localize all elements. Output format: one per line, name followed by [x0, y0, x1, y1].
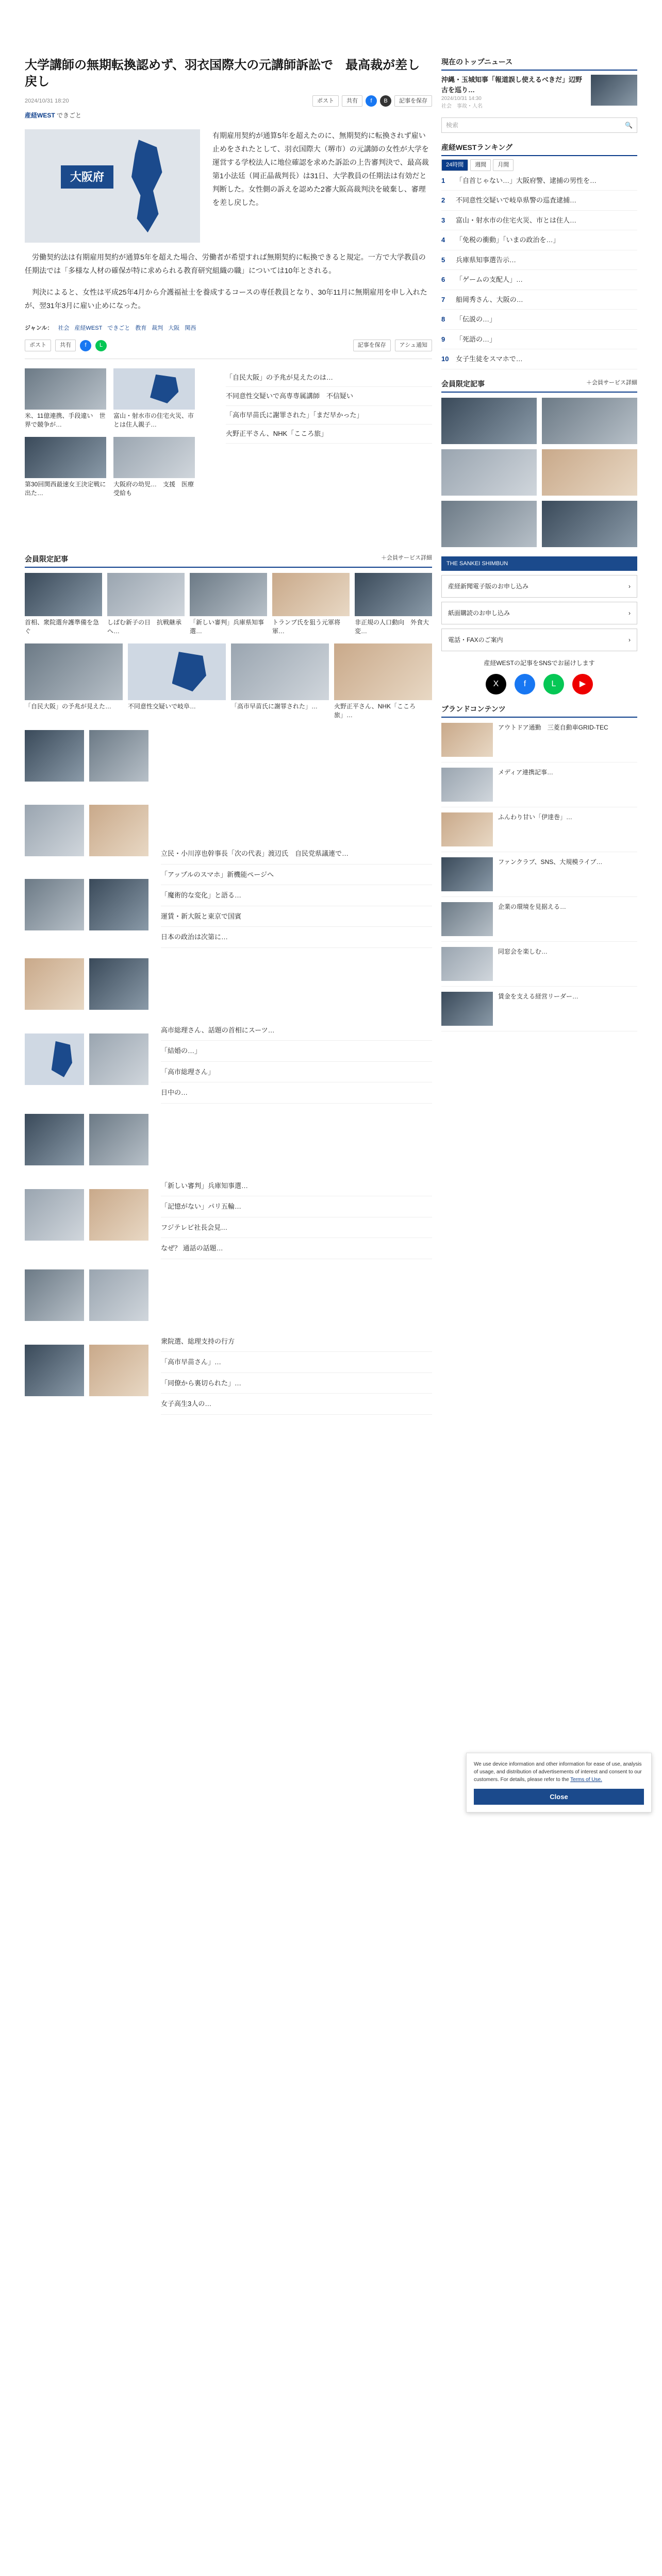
facebook-icon[interactable]: f — [366, 95, 377, 107]
brand-item[interactable]: 賃金を支える経営リーダー… — [441, 987, 637, 1031]
member-thumb[interactable] — [542, 398, 637, 444]
mini-thumb[interactable] — [89, 730, 148, 782]
body-paragraph-2: 判決によると、女性は平成25年4月から介護福祉士を養成するコースの専任教員となり、30年11月に無期雇用を申し入れたが、翌31年3月に雇い止めになった。 — [25, 288, 427, 310]
news-list-item[interactable]: 衆院選、総理支持の行方 — [161, 1331, 432, 1352]
news-list-item[interactable]: 「高市総理さん」 — [161, 1062, 432, 1083]
related-caption: 大阪府の幼児… 支援 医療受給も — [113, 480, 194, 497]
top-news-date: 2024/10/31 14:30 — [441, 96, 482, 101]
card-thumb — [128, 643, 226, 700]
news-list-item[interactable]: 日中の… — [161, 1082, 432, 1104]
related-thumb — [113, 368, 195, 410]
ranking-item[interactable]: 8 「伝説の…」 — [441, 310, 637, 330]
card-thumb — [25, 643, 123, 700]
related-thumb — [25, 368, 106, 410]
related-card[interactable] — [113, 437, 195, 498]
ranking-item[interactable]: 6 「ゲームの支配人」… — [441, 270, 637, 290]
facebook-icon[interactable]: f — [515, 674, 535, 694]
ranking-tabs — [441, 159, 637, 171]
news-block-2 — [25, 958, 432, 1104]
news-list-item[interactable]: 運賃・新大阪と東京で国賓 — [161, 906, 432, 927]
text-link[interactable]: 「自民大阪」の予兆が見えたのは… — [226, 368, 432, 387]
save-article-button[interactable]: 記事を保存 — [394, 95, 432, 107]
member-thumb[interactable] — [441, 398, 537, 444]
ranking-item[interactable]: 1 「自首じゃない…」大阪府警、逮捕の男性を… — [441, 171, 637, 191]
share-row-bottom — [25, 340, 432, 359]
text-link[interactable]: 「高市早苗氏に謝罪された」「まだ早かった」 — [226, 406, 432, 425]
mini-thumb[interactable] — [89, 1269, 148, 1321]
brand-item[interactable]: 同窓会を楽しむ… — [441, 942, 637, 987]
tag[interactable]: 関西 — [185, 325, 196, 331]
card-caption: 非正規の人口動向 外食大変… — [355, 618, 429, 635]
ranking-heading: 産経WESTランキング — [441, 142, 637, 156]
tag[interactable]: 産経WEST — [74, 325, 103, 331]
member-side-grid — [441, 398, 637, 547]
tag-list — [25, 324, 432, 333]
tag[interactable]: 社会 — [58, 325, 70, 331]
search-icon[interactable]: 🔍 — [625, 122, 633, 129]
tag[interactable]: 教育 — [135, 325, 147, 331]
mini-thumb[interactable] — [89, 1033, 148, 1085]
news-list-item[interactable]: 立民・小川淳也幹事長「次の代表」渡辺氏 自民党県議連で… — [161, 843, 432, 865]
fb-share-button-bottom[interactable]: 共有 — [55, 340, 76, 351]
brand-item[interactable]: ファンクラブ、SNS、大規模ライブ… — [441, 852, 637, 897]
mini-thumb[interactable] — [89, 1189, 148, 1241]
related-thumb — [113, 437, 195, 478]
card-caption: 「自民大阪」の予兆が見えた… — [25, 702, 112, 710]
main-column — [25, 57, 432, 1415]
prefecture-map — [25, 129, 200, 243]
mini-thumb[interactable] — [25, 1189, 84, 1241]
news-list-item[interactable]: 日本の政治は次第に… — [161, 927, 432, 948]
text-link[interactable]: 火野正平さん、NHK「こころ旅」 — [226, 425, 432, 444]
top-news-heading: 現在のトップニュース — [441, 57, 637, 71]
news-list-item[interactable]: フジテレビ社長会見… — [161, 1217, 432, 1239]
news-list-item[interactable]: 「アップルのスマホ」新機能ページへ — [161, 865, 432, 886]
sns-row — [441, 674, 637, 694]
mini-thumb[interactable] — [25, 879, 84, 930]
brand-item[interactable]: ふんわり甘い「伊達巻」… — [441, 807, 637, 852]
cookie-close-button[interactable]: Close — [474, 1789, 644, 1805]
news-list — [161, 843, 432, 948]
ranking-item[interactable]: 4 「免税の衝動」「いまの政治を…」 — [441, 230, 637, 250]
news-block-4 — [25, 1269, 432, 1415]
member-side-heading: 会員限定記事 ＋会員サービス詳細 — [441, 379, 637, 393]
member-card[interactable] — [25, 573, 102, 636]
related-text-links — [226, 368, 432, 444]
terms-link[interactable]: Terms of Use. — [570, 1777, 602, 1783]
contact-button[interactable]: 電話・FAXのご案内 › — [441, 629, 637, 651]
related-grid — [25, 368, 195, 498]
search-placeholder: 検索 — [446, 122, 459, 129]
news-card[interactable] — [231, 643, 329, 720]
section-more-link[interactable]: ＋会員サービス詳細 — [381, 554, 432, 561]
top-news-item[interactable] — [441, 75, 637, 110]
news-card[interactable] — [128, 643, 226, 720]
card-thumb — [190, 573, 267, 616]
news-grid — [25, 643, 432, 720]
member-grid — [25, 573, 432, 636]
card-caption: 不同意性交疑いで岐阜… — [128, 702, 196, 710]
author-label[interactable]: 産経WEST — [25, 112, 55, 120]
subscribe-paper-button[interactable]: 紙面購読のお申し込み › — [441, 602, 637, 624]
article-date: 2024/10/31 18:20 — [25, 97, 69, 104]
member-section-heading — [25, 554, 432, 568]
top-news-thumb — [591, 75, 637, 106]
facebook-icon[interactable]: f — [80, 340, 91, 351]
mini-thumb[interactable] — [89, 958, 148, 1010]
mini-grid — [25, 1269, 148, 1415]
brand-heading: ブランドコンテンツ — [441, 704, 637, 718]
brand-item[interactable]: メディア連携記事… — [441, 762, 637, 807]
ranking-item[interactable]: 9 「死語の…」 — [441, 330, 637, 350]
mini-thumb[interactable] — [89, 1345, 148, 1396]
map-shape — [128, 140, 164, 232]
x-icon[interactable]: X — [486, 674, 506, 694]
mini-thumb[interactable] — [89, 1114, 148, 1165]
news-list-item[interactable]: 高市総理さん、話題の首相にスーツ… — [161, 1020, 432, 1041]
sidebar — [441, 57, 637, 1031]
news-card[interactable] — [25, 643, 123, 720]
news-list-item[interactable]: なぜ？ 通話の話題… — [161, 1238, 432, 1259]
mini-grid — [25, 1114, 148, 1259]
member-thumb[interactable] — [542, 501, 637, 547]
member-thumb[interactable] — [542, 449, 637, 496]
line-icon[interactable]: L — [95, 340, 107, 351]
map-label: 大阪府 — [61, 165, 113, 189]
news-list-item[interactable]: 「魔術的な変化」と語る… — [161, 885, 432, 906]
text-link[interactable]: 不同意性交疑いで高専専属講師 不信疑い — [226, 387, 432, 406]
author-category[interactable]: できごと — [57, 112, 82, 120]
news-list-item[interactable]: 「新しい審判」兵庫知事選… — [161, 1176, 432, 1197]
cookie-banner — [466, 1753, 652, 1812]
member-card[interactable] — [272, 573, 350, 636]
related-block — [25, 368, 432, 554]
related-thumb — [25, 437, 106, 478]
news-block-1 — [25, 730, 432, 948]
lead-block — [25, 129, 432, 243]
mini-thumb[interactable] — [89, 879, 148, 930]
card-caption: 「新しい審判」兵庫県知事選… — [190, 618, 264, 635]
post-button-bottom[interactable]: ポスト — [25, 340, 51, 351]
mini-thumb[interactable] — [89, 805, 148, 856]
brand-item[interactable]: アウトドア通勤 三菱自動車GRID-TEC — [441, 718, 637, 762]
member-card[interactable] — [355, 573, 432, 636]
ranking-item[interactable]: 2 不同意性交疑いで岐阜県警の巡査逮捕… — [441, 191, 637, 211]
member-thumb[interactable] — [441, 449, 537, 496]
card-thumb — [272, 573, 350, 616]
ranking-item[interactable]: 5 兵庫県知事選告示… — [441, 250, 637, 270]
sankei-banner[interactable]: THE SANKEI SHIMBUN — [441, 556, 637, 571]
tab-24h[interactable]: 24時間 — [441, 159, 468, 171]
line-icon[interactable]: L — [543, 674, 564, 694]
ranking-list — [441, 171, 637, 369]
card-thumb — [355, 573, 432, 616]
tag[interactable]: 大阪 — [168, 325, 180, 331]
top-news-tags: 社会 事故・人名 — [441, 104, 483, 109]
card-caption: しばむ新子の日 抗戦継承へ… — [107, 618, 182, 635]
ranking-item[interactable]: 3 富山・射水市の住宅火災、市とは住人… — [441, 211, 637, 231]
related-caption: 第30回関西最速女王決定戦に出た… — [25, 480, 106, 497]
news-list-item[interactable]: 「結婚の…」 — [161, 1041, 432, 1062]
mini-grid — [25, 730, 148, 948]
tags-label: ジャンル： — [25, 325, 53, 331]
ranking-item[interactable]: 10 女子生徒をスマホで… — [441, 349, 637, 369]
post-button[interactable]: ポスト — [312, 95, 339, 107]
tag[interactable]: 裁判 — [152, 325, 163, 331]
related-caption: 富山・射水市の住宅火災、市とは住人親子… — [113, 412, 194, 429]
card-caption: 火野正平さん、NHK「こころ旅」… — [334, 702, 416, 719]
news-list — [161, 1331, 432, 1415]
news-list-item[interactable]: 「同僚から裏切られた」… — [161, 1373, 432, 1394]
news-list-item[interactable]: 「記憶がない」パリ五輪… — [161, 1196, 432, 1217]
sns-heading: 産経WESTの記事をSNSでお届けします — [484, 659, 595, 667]
mini-thumb[interactable] — [25, 1269, 84, 1321]
mini-thumb[interactable] — [25, 1114, 84, 1165]
author-line — [25, 111, 432, 120]
article-meta — [25, 95, 432, 107]
news-block-3 — [25, 1114, 432, 1259]
mini-thumb[interactable] — [25, 1345, 84, 1396]
cookie-text: We use device information and other information for ease of use, analysis of usage, and distribution of advertisements of interest and consent to our customers. For details, please refer to the — [474, 1761, 642, 1783]
mini-thumb[interactable] — [25, 730, 84, 782]
card-thumb — [25, 573, 102, 616]
lead-paragraph: 有期雇用契約が通算5年を超えたのに、無期契約に転換されず雇い止めをされたとして、羽衣国際大（堺市）の元講師の女性が大学を運営する学校法人に地位確認を求めた訴訟の上告審判決で、最高裁第1小法廷（岡正晶裁判長）は31日、大学教員の任期法は有効だと判断した。女性側の訴えを認めた2審大阪高裁判決を破棄し、審理を差し戻した。 — [212, 131, 429, 207]
card-thumb — [107, 573, 185, 616]
tab-weekly[interactable]: 週間 — [470, 159, 491, 171]
news-list-item[interactable]: 「高市早苗さん」… — [161, 1352, 432, 1373]
search-input[interactable] — [441, 117, 637, 133]
mini-thumb[interactable] — [25, 805, 84, 856]
news-card[interactable] — [334, 643, 432, 720]
body-paragraph-1: 労働契約法は有期雇用契約が通算5年を超えた場合、労働者が希望すれば無期契約に転換できると規定。一方で大学教員の任期法では「多様な人材の確保が特に求められる教育研究組織の職」については10年とされる。 — [25, 253, 426, 275]
card-thumb — [334, 643, 432, 700]
news-list — [161, 1176, 432, 1259]
mini-thumb[interactable] — [25, 1033, 84, 1085]
related-card[interactable] — [113, 368, 195, 430]
section-title: 会員限定記事 — [25, 554, 68, 563]
mini-grid — [25, 958, 148, 1104]
bookmark-icon[interactable]: B — [380, 95, 391, 107]
related-caption: 米、11億連携、手段違い 世界で競争が… — [25, 412, 106, 429]
news-list — [161, 1020, 432, 1104]
top-news-title: 沖縄・玉城知事「報道誤し使えるべきだ」辺野古を巡り… — [441, 76, 583, 94]
card-thumb — [231, 643, 329, 700]
article-title: 大学講師の無期転換認めず、羽衣国際大の元講師訴訟で 最高裁が差し戻し — [25, 58, 420, 89]
fb-share-button[interactable]: 共有 — [342, 95, 362, 107]
card-caption: 首相、衆院選弁護準備を急ぐ — [25, 618, 100, 635]
related-card[interactable] — [25, 437, 106, 498]
youtube-icon[interactable]: ▶ — [572, 674, 593, 694]
brand-list — [441, 718, 637, 1031]
share-row — [312, 95, 432, 107]
brand-item[interactable]: 企業の環境を見据える… — [441, 897, 637, 942]
member-card[interactable] — [190, 573, 267, 636]
save-article-button-bottom[interactable]: 記事を保存 — [353, 340, 391, 351]
tab-monthly[interactable]: 月間 — [493, 159, 514, 171]
news-list-item[interactable]: 女子高生3人の… — [161, 1394, 432, 1415]
card-caption: 「高市早苗氏に謝罪された」… — [231, 702, 318, 710]
member-card[interactable] — [107, 573, 185, 636]
card-caption: トランプ氏を狙う元軍将軍… — [272, 618, 341, 635]
subscribe-digital-button[interactable]: 産経新聞電子版のお申し込み › — [441, 575, 637, 598]
related-card[interactable] — [25, 368, 106, 430]
member-thumb[interactable] — [441, 501, 537, 547]
ranking-item[interactable]: 7 船岡秀さん、大阪の… — [441, 290, 637, 310]
push-notify-button[interactable]: アシュ通知 — [395, 340, 432, 351]
mini-thumb[interactable] — [25, 958, 84, 1010]
tag[interactable]: できごと — [107, 325, 130, 331]
